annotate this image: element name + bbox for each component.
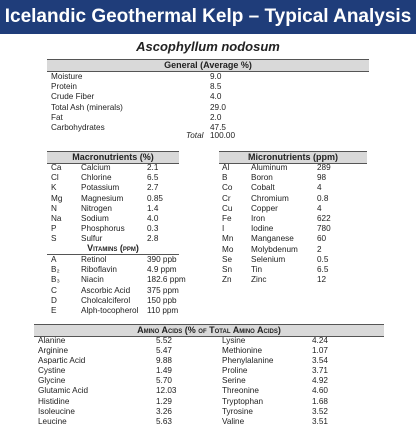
element-value: 60 <box>317 234 327 244</box>
vitamin-value: 390 ppb <box>147 255 177 264</box>
vitamin-row <box>51 306 181 316</box>
general-table <box>51 72 311 133</box>
vitamin-name: Retinol <box>81 255 107 264</box>
general-value: 8.5 <box>210 82 222 92</box>
vitamin-symbol: B₂ <box>51 265 60 275</box>
element-symbol: Fe <box>222 213 232 223</box>
element-name: Tin <box>251 264 263 274</box>
element-symbol: Zn <box>222 275 232 285</box>
element-symbol: B <box>222 173 228 183</box>
element-value: 4.0 <box>147 213 159 223</box>
amino-acid-value: 5.52 <box>156 336 172 345</box>
element-value: 4 <box>317 183 322 193</box>
element-value: 6.5 <box>147 173 159 183</box>
page-title: Icelandic Geothermal Kelp – Typical Analysis <box>0 0 416 34</box>
element-name: Chlorine <box>81 173 112 183</box>
amino-acid-value: 4.24 <box>312 336 328 345</box>
amino-acid-name: Glutamic Acid <box>38 386 89 396</box>
amino-acid-row <box>222 397 382 407</box>
general-value: 4.0 <box>210 92 222 102</box>
amino-acid-name: Tyrosine <box>222 406 253 416</box>
amino-acid-name: Threonine <box>222 386 259 396</box>
element-value: 0.5 <box>317 254 329 264</box>
amino-acid-name: Leucine <box>38 416 67 426</box>
general-total-value: 100.00 <box>210 131 236 140</box>
amino-acid-row <box>38 346 198 356</box>
vitamin-symbol: B₃ <box>51 275 60 285</box>
general-value: 2.0 <box>210 112 222 122</box>
amino-acid-value: 3.51 <box>312 416 328 426</box>
element-value: 622 <box>317 213 331 223</box>
element-symbol: Cr <box>222 193 231 203</box>
amino-acid-value: 1.49 <box>156 366 172 376</box>
amino-acid-row <box>222 366 382 376</box>
element-value: 12 <box>317 275 327 285</box>
amino-acid-value: 3.26 <box>156 406 172 416</box>
amino-acid-value: 1.68 <box>312 396 328 406</box>
element-value: 0.8 <box>317 193 329 203</box>
vitamin-name: Niacin <box>81 275 104 285</box>
vitamin-value: 150 ppb <box>147 295 177 305</box>
amino-acid-row <box>222 386 382 396</box>
amino-acids-right-table <box>222 336 382 427</box>
element-value: 98 <box>317 173 327 183</box>
vitamin-name: Cholcalciferol <box>81 295 131 305</box>
element-value: 2.8 <box>147 234 159 244</box>
general-label: Total Ash (minerals) <box>51 102 123 112</box>
general-row <box>51 82 311 92</box>
species-subtitle: Ascophyllum nodosum <box>136 39 280 54</box>
general-label: Fat <box>51 112 63 122</box>
amino-acid-name: Histidine <box>38 396 70 406</box>
element-name: Iodine <box>251 224 274 234</box>
element-value: 289 <box>317 163 331 172</box>
amino-acid-name: Methionine <box>222 346 263 356</box>
amino-acid-row <box>222 376 382 386</box>
micronutrient-row <box>222 183 366 193</box>
element-name: Molybdenum <box>251 244 298 254</box>
vitamins-heading: Vitamins (ppm) <box>47 243 179 255</box>
element-name: Manganese <box>251 234 294 244</box>
general-row <box>51 72 311 82</box>
amino-acid-value: 9.88 <box>156 356 172 366</box>
amino-acid-name: Arginine <box>38 346 69 356</box>
element-name: Copper <box>251 203 278 213</box>
amino-acid-name: Phenylalanine <box>222 356 274 366</box>
element-name: Cobalt <box>251 183 275 193</box>
micronutrient-row <box>222 194 366 204</box>
element-symbol: Se <box>222 254 233 264</box>
amino-acid-value: 3.54 <box>312 356 328 366</box>
amino-acid-row <box>38 356 198 366</box>
general-label: Protein <box>51 82 77 92</box>
amino-acid-row <box>222 356 382 366</box>
element-symbol: Mg <box>51 193 63 203</box>
element-name: Sodium <box>81 213 109 223</box>
amino-acid-value: 4.92 <box>312 376 328 386</box>
element-name: Calcium <box>81 163 111 172</box>
amino-acid-value: 1.07 <box>312 346 328 356</box>
general-label: Moisture <box>51 72 83 81</box>
amino-acid-row <box>38 336 198 346</box>
general-value: 29.0 <box>210 102 226 112</box>
amino-acid-row <box>222 407 382 417</box>
vitamin-value: 375 ppm <box>147 285 179 295</box>
amino-acid-name: Glycine <box>38 376 66 386</box>
vitamins-table <box>51 255 186 316</box>
vitamin-name: Riboflavin <box>81 265 117 275</box>
micronutrient-row <box>222 163 366 173</box>
general-label: Crude Fiber <box>51 92 95 102</box>
amino-acid-value: 1.29 <box>156 396 172 406</box>
macronutrient-row <box>51 194 181 204</box>
macronutrient-row <box>51 224 181 234</box>
amino-acid-value: 4.60 <box>312 386 328 396</box>
micronutrient-row <box>222 214 366 224</box>
amino-acid-row <box>222 336 382 346</box>
macronutrient-row <box>51 173 181 183</box>
element-value: 2.7 <box>147 183 159 193</box>
element-symbol: Mo <box>222 244 234 254</box>
amino-acid-name: Tryptophan <box>222 396 264 406</box>
amino-acid-name: Alanine <box>38 336 66 345</box>
element-value: 780 <box>317 224 331 234</box>
element-symbol: N <box>51 203 57 213</box>
vitamin-symbol: E <box>51 305 57 315</box>
element-name: Iron <box>251 213 266 223</box>
macronutrient-row <box>51 204 181 214</box>
vitamin-row <box>51 255 181 265</box>
element-name: Zinc <box>251 275 267 285</box>
amino-acid-value: 5.70 <box>156 376 172 386</box>
vitamin-symbol: D <box>51 295 57 305</box>
element-name: Boron <box>251 173 273 183</box>
element-value: 1.4 <box>147 203 159 213</box>
macronutrient-row <box>51 214 181 224</box>
general-total-label: Total <box>186 131 204 140</box>
element-name: Aluminum <box>251 163 288 172</box>
amino-acid-row <box>38 407 198 417</box>
amino-acid-name: Valine <box>222 416 245 426</box>
amino-acid-name: Lysine <box>222 336 246 345</box>
vitamin-row <box>51 275 186 285</box>
element-symbol: P <box>51 224 57 234</box>
element-symbol: Co <box>222 183 233 193</box>
micronutrients-table <box>222 163 366 285</box>
amino-acid-value: 5.47 <box>156 346 172 356</box>
element-symbol: S <box>51 234 57 244</box>
element-value: 6.5 <box>317 264 329 274</box>
general-value: 9.0 <box>210 72 222 81</box>
amino-acid-row <box>38 366 198 376</box>
element-symbol: Na <box>51 213 62 223</box>
amino-acid-value: 5.63 <box>156 416 172 426</box>
general-value: 47.5 <box>210 122 226 132</box>
element-value: 0.85 <box>147 193 163 203</box>
amino-acid-row <box>38 376 198 386</box>
macronutrient-row <box>51 183 181 193</box>
amino-acids-heading: Amino Acids (% of Total Amino Acids) <box>34 324 384 337</box>
amino-acid-row <box>222 346 382 356</box>
element-symbol: Mn <box>222 234 234 244</box>
amino-acid-name: Cystine <box>38 366 66 376</box>
element-symbol: K <box>51 183 57 193</box>
amino-acid-name: Aspartic Acid <box>38 356 86 366</box>
amino-acid-name: Serine <box>222 376 246 386</box>
macronutrient-row <box>51 163 181 173</box>
amino-acids-left-table <box>38 336 198 427</box>
amino-acid-name: Isoleucine <box>38 406 75 416</box>
general-label: Carbohydrates <box>51 122 105 132</box>
vitamin-row <box>51 286 181 296</box>
element-name: Selenium <box>251 254 286 264</box>
element-name: Nitrogen <box>81 203 112 213</box>
general-row <box>51 92 311 102</box>
element-symbol: Ca <box>51 163 62 172</box>
micronutrient-row <box>222 245 366 255</box>
general-row <box>51 113 311 123</box>
element-name: Sulfur <box>81 234 103 244</box>
micronutrients-heading: Micronutrients (ppm) <box>219 151 367 164</box>
macronutrients-table <box>51 163 181 245</box>
amino-acid-row <box>38 397 198 407</box>
element-symbol: Sn <box>222 264 233 274</box>
vitamin-symbol: C <box>51 285 57 295</box>
element-symbol: Cl <box>51 173 59 183</box>
amino-acid-name: Proline <box>222 366 248 376</box>
element-value: 4 <box>317 203 322 213</box>
macronutrients-heading: Macronutrients (%) <box>47 151 179 164</box>
micronutrient-row <box>222 234 366 244</box>
vitamin-name: Ascorbic Acid <box>81 285 131 295</box>
amino-acid-row <box>38 386 198 396</box>
element-symbol: Al <box>222 163 230 172</box>
element-name: Phosphorus <box>81 224 125 234</box>
micronutrient-row <box>222 173 366 183</box>
vitamin-value: 4.9 ppm <box>147 265 177 275</box>
general-row <box>51 123 311 133</box>
element-name: Magnesium <box>81 193 124 203</box>
element-value: 2 <box>317 244 322 254</box>
vitamin-row <box>51 265 181 275</box>
amino-acid-value: 3.71 <box>312 366 328 376</box>
micronutrient-row <box>222 255 366 265</box>
element-symbol: Cu <box>222 203 233 213</box>
element-name: Chromium <box>251 193 289 203</box>
micronutrient-row <box>222 224 366 234</box>
vitamin-value: 110 ppm <box>147 305 179 315</box>
general-row <box>51 103 311 113</box>
element-value: 2.1 <box>147 163 159 172</box>
amino-acid-value: 12.03 <box>156 386 177 396</box>
micronutrient-row <box>222 265 366 275</box>
vitamin-name: Alph-tocopherol <box>81 305 139 315</box>
general-heading: General (Average %) <box>47 59 369 72</box>
element-value: 0.3 <box>147 224 159 234</box>
amino-acid-value: 3.52 <box>312 406 328 416</box>
element-symbol: I <box>222 224 225 234</box>
micronutrient-row <box>222 204 366 214</box>
micronutrient-row <box>222 275 366 285</box>
vitamin-symbol: A <box>51 255 57 264</box>
vitamin-row <box>51 296 181 306</box>
vitamin-value: 182.6 ppm <box>147 275 186 285</box>
element-name: Potassium <box>81 183 120 193</box>
